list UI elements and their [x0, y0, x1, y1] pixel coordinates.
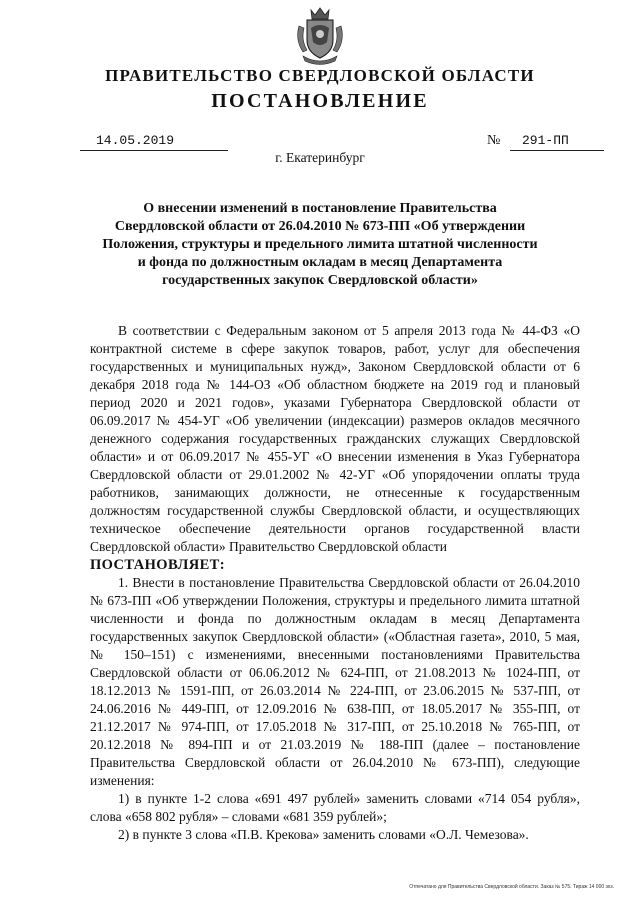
number-label: № [487, 133, 501, 148]
document-date: 14.05.2019 [80, 133, 228, 151]
document-kind: ПОСТАНОВЛЕНИЕ [211, 90, 429, 112]
item-1-paragraph: 1. Внести в постановление Правительства Свердловской области от 26.04.2010 № 673-ПП «Об утверждении Положения, структуры и предельного лимита штатной численности и фонда по должностным окладам в месяц Департамента государственных закупок Свердловской области» («Областная газета», 2010, 5 мая, № 150–151) с изменениями, внесенными постановлениями Правительства Свердловской области от 06.06.2012 № 624-ПП, от 21.08.2013 № 1024-ПП, от 18.12.2013 № 1591-ПП, от 26.03.2014 № 224-ПП, от 23.06.2015 № 537-ПП, от 24.06.2016 № 449-ПП, от 12.09.2016 № 638-ПП, от 18.05.2017 № 355-ПП, от 21.12.2017 № 974-ПП, от 17.05.2018 № 317-ПП, от 25.10.2018 № 765-ПП, от 20.12.2018 № 894-ПП и от 21.03.2019 № 188-ПП (далее – постановление Правительства Свердловской области от 26.04.2010 № 673-ПП), следующие изменения: [90, 575, 580, 788]
city: г. Екатеринбург [275, 150, 365, 165]
coat-of-arms-icon [293, 6, 347, 66]
document-title: О внесении изменений в постановление Правительства Свердловской области от 26.04.2010 № 673-ПП «Об утверждении Положения, структуры и предельного лимита штатной численности и фонда по должностным окладам в месяц Департамента государственных закупок Свердловской области» [102, 201, 538, 288]
decree-heading: ПОСТАНОВЛЯЕТ: [90, 557, 225, 573]
preamble-paragraph: В соответствии с Федеральным законом от 5 апреля 2013 года № 44-ФЗ «О контрактной системе в сфере закупок товаров, работ, услуг для обеспечения государственных и муниципальных нужд», Законом Свердловской области от 6 декабря 2018 года № 144-ОЗ «Об областном бюджете на 2019 год и плановый период 2020 и 2021 годов», указами Губернатора Свердловской области от 06.09.2017 № 454-УГ «Об увеличении (индексации) размеров окладов месячного денежного содержания государственных гражданских служащих Свердловской области» и от 06.09.2017 № 455-УГ «О внесении изменения в Указ Губернатора Свердловской области от 29.01.2002 № 42-УГ «Об упорядочении оплаты труда работников, занимающих должности, не отнесенные к государственным должностям государственной службы Свердловской области, и осуществляющих техническое обеспечение деятельности органов государственной власти Свердловской области» Правительство Свердловской области [90, 323, 580, 554]
document-number: 291-ПП [510, 133, 604, 151]
subitem-2-paragraph: 2) в пункте 3 слова «П.В. Крекова» заменить словами «О.Л. Чемезова». [118, 827, 529, 842]
print-footer: Отпечатано для Правительства Свердловской области. Заказ № 575. Тираж 14 000 экз. [409, 884, 614, 890]
document-body [90, 322, 580, 844]
government-name: ПРАВИТЕЛЬСТВО СВЕРДЛОВСКОЙ ОБЛАСТИ [105, 66, 535, 85]
subitem-1-paragraph: 1) в пункте 1-2 слова «691 497 рублей» заменить словами «714 054 рубля», слова «658 802 рубля» – словами «681 359 рублей»; [90, 791, 580, 824]
